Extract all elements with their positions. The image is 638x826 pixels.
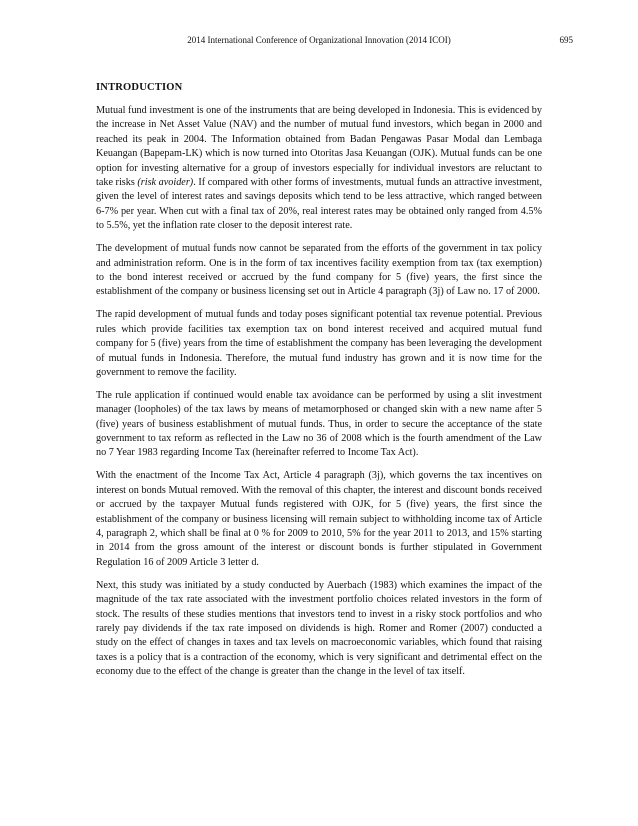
article-body [96, 81, 542, 688]
paragraph-1-emphasis: (risk avoider) [137, 177, 194, 189]
paragraph-4: The rule application if continued would enable tax avoidance can be performed by using a slit investment manager (loopholes) of the tax laws by means of metamorphosed or changed skin with a new name after 5 (five) years of business establishment of mutual funds. Thus, in order to secure the acceptance of the state government to tax reform as reflected in the Law no 36 of 2008 which is the fourth amendment of the Law no 7 Year 1983 regarding Income Tax (hereinafter referred to Income Tax Act). [96, 389, 542, 459]
paragraph-1-text-after: . If compared with other forms of investments, mutual funds an attractive investment, given the level of interest rates and savings deposits which tend to be less attractive, which ranged between 6-7% per year. When cut with a final tax of 20%, real interest rates may be obtained only ranged from 4.5% to 5.5%, yet the inflation rate closer to the deposit interest rate. [96, 177, 543, 232]
section-heading: INTRODUCTION [96, 82, 183, 93]
paragraph-1-text-before: Mutual fund investment is one of the instruments that are being developed in Indonesia. This is evidenced by the increase in Net Asset Value (NAV) and the number of mutual fund investors, which began in 2000 and reached its peak in 2004. The Information obtained from Badan Pengawas Pasar Modal dan Lembaga Keuangan (Bapepam-LK) which is now turned into Otoritas Jasa Keuangan (OJK). Mutual funds can be one option for investing alternative for a group of investors especially for individual investors are reluctant to take risks [96, 105, 542, 189]
page-number: 695 [559, 35, 573, 45]
conference-title: 2014 International Conference of Organizational Innovation (2014 ICOI) [187, 35, 451, 45]
paragraph-5: With the enactment of the Income Tax Act, Article 4 paragraph (3j), which governs the tax incentives on interest on bonds Mutual removed. With the removal of this chapter, the interest and discount bonds received or accrued by the taxpayer Mutual funds registered with OJK, for 5 (five) years, the first since the establishment of the company or business licensing will remain subject to withholding income tax of Article 4, paragraph 2, which shall be final at 0 % for 2009 to 2010, 5% for the year 2011 to 2013, and 15% starting in 2014 from the gross amount of the interest or discount bonds is further stipulated in Government Regulation 16 of 2009 Article 3 letter d. [96, 470, 542, 568]
paragraph-2: The development of mutual funds now cannot be separated from the efforts of the government in tax policy and administration reform. One is in the form of tax incentives facility exemption from tax (tax exemption) to the bond interest received or accrued by the fund company for 5 (five) years, the first since the establishment of the company or business licensing set out in Article 4 paragraph (3j) of Law no. 17 of 2000. [96, 243, 542, 298]
paragraph-3: The rapid development of mutual funds and today poses significant potential tax revenue potential. Previous rules which provide facilities tax exemption tax on bond interest received and acquired mutual fund company for 5 (five) years from the time of establishment the company has been leveraging the development of mutual funds in Indonesia. Therefore, the mutual fund industry has grown and it is now time for the government to remove the facility. [96, 309, 542, 378]
running-header [0, 33, 638, 47]
paragraph-6: Next, this study was initiated by a study conducted by Auerbach (1983) which examines the impact of the magnitude of the tax rate associated with the investment portfolio choices related investors in the form of stock. The results of these studies mentions that investors tend to invest in a risky stock portfolios and who rarely pay dividends if the tax rate imposed on dividends is high. Romer and Romer (2007) conducted a study on the effect of changes in taxes and tax levels on macroeconomic variables, which found that raising taxes is a policy that is a contraction of the economy, which is very significant and detrimental effect on the economy due to the effect of the change is greater than the change in the level of tax itself. [96, 579, 542, 678]
paragraph-1 [96, 104, 542, 234]
